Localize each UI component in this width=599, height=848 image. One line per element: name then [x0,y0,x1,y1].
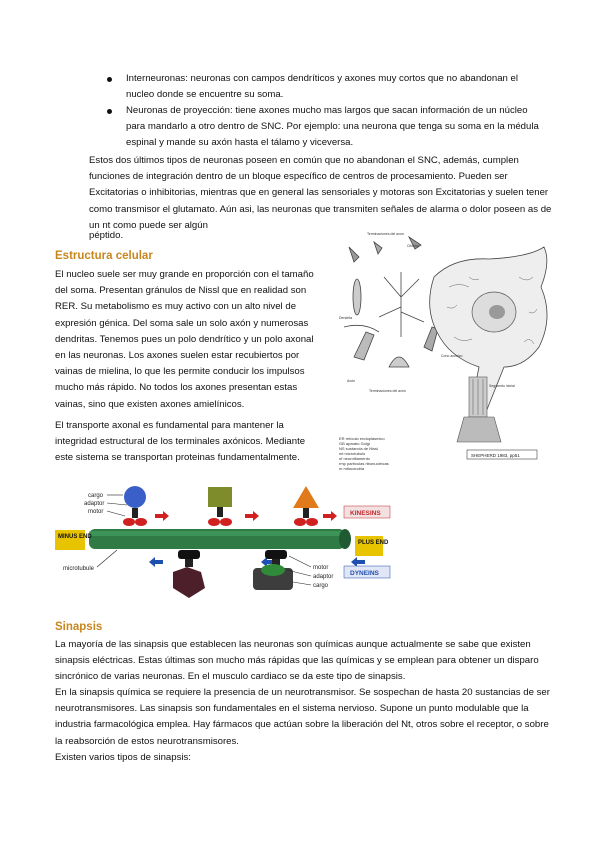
bullet-dot-icon [107,77,112,82]
legend-item: NS sustancia de Nissl [339,446,378,451]
minus-end-label: MINUS END [58,534,92,540]
neuron-label-bottom: Terminaciones del axón [369,389,406,393]
legend-item: m mitocondria [339,466,365,471]
label-cargo-right: cargo [313,583,329,589]
neuron-figure [329,217,560,473]
paragraph-common-tail: péptido. [89,230,124,241]
microtubule-label: microtubule [63,566,95,572]
cargo-circle [124,486,146,508]
paragraph-sinapsis-1: La mayoría de las sinapsis que establecen las neuronas son químicas aunque actualmente se sabe que existen sinapsis eléctricas. Estas últimas son mucho más rápidas que las químicas y se emplean para obtener un disparo sincrónico de varias neuronas. En el musculo cardiaco se da este tipo de sinapsis. [55,639,539,683]
neuron-label-seg: Segmento inicial [489,384,515,388]
bullet-text: Interneuronas: neuronas con campos dendríticos y axones muy cortos que no abandonan el nucleo donde se encuentre su soma. [126,73,518,101]
label-adaptor-left: adaptor [84,501,105,507]
paragraph-estructura-1: El nucleo suele ser muy grande en proporción con el tamaño del soma. Presentan gránulos de Nissl que en realidad son RER. Su metabolismo es muy activo con un alto nivel de expresión génica. Del soma sale un solo axón y numerosas dendritas. Tenemos pues un polo dendrítico y un polo axonal en las neuronas. Los axones suelen estar recubiertos por vainas de mielina, lo que les permite conducir los impulsos mucho más rápido. No todos los axones presentan estas vainas, sino que existen axones amielínicos. [55,269,314,410]
label-motor-right: motor [313,565,329,571]
paragraph-sinapsis-3: Existen varios tipos de sinapsis: [55,752,191,763]
cargo-square [208,487,232,507]
paragraph-sinapsis-2: En la sinapsis química se requiere la presencia de un neurotransmisor. Se sospechan de hasta 20 sustancias de ser neurotransmisores. Las sinapsis son fundamentales en el sistema nervioso. Supone un punto modulable que la industria farmacológica emplea. Hay fármacos que actúan sobre la liberación del Nt, otros sobre el receptor, o sobre la reabsorción de estos neurotransmisores. [55,687,550,747]
axonal-transport-figure [55,484,400,610]
label-adaptor-right: adaptor [313,574,334,580]
legend-item: GB aparato Golgi [339,441,370,446]
heading-estructura-celular: Estructura celular [55,250,153,262]
legend-item: mt microtubulo [339,451,366,456]
bullet-proyeccion [126,103,546,152]
paragraph-common: Estos dos últimos tipos de neuronas poseen en común que no abandonan el SNC, además, cumplen funciones de integración dentro de un bloque específico de centros de procesamiento. Pueden ser Excitatorias o inhibitorias, mientras que en general las sensoriales y motoras son Excitatorias y suelen tener como transmisor el glutamato. Aún asi, las neuronas que transmiten señales de alarma o dolor poseen as de un nt como puede ser algún [89,155,552,231]
neuron-credit: SHEPHERD 1983, pp51 [471,453,520,458]
kinesins-label: KINESINS [350,510,381,517]
adaptor-green [261,564,285,576]
label-motor-left: motor [88,509,104,515]
neuron-label-top-3: Dendrita [339,316,353,320]
paragraph-estructura-2: El transporte axonal es fundamental para mantener la integridad estructural de los terminales axónicos. Mediante este sistema se transportan proteinas fundamentalmente. [55,420,306,464]
neuron-label-axon: Axón [347,379,355,383]
bullet-dot-icon [107,109,112,114]
neuron-label-top-2: Cilindro [407,244,419,248]
label-cargo-left: cargo [88,493,104,499]
plus-end-box [355,536,383,556]
legend-item: nf neurofilamento [339,456,370,461]
kinesin-motor [123,518,135,526]
minus-end-box [55,530,85,550]
dynein-motor [178,550,200,559]
legend-item: ER retículo endoplásmico [339,436,385,441]
neuron-label-top-1: Terminaciones del axon [367,232,404,236]
bullet-interneuronas [126,71,546,103]
neuron-label-cono: Cono axónico [441,354,463,358]
dyneins-label: DYNEINS [350,570,379,577]
plus-end-label: PLUS END [358,540,389,546]
bullet-text: Neuronas de proyección: tiene axones mucho mas largos que sacan información de un núcleo para mandarlo a otro dentro de SNC. Por ejemplo: una neurona que tenga su soma en la médula espinal y mande su axón hasta el tálamo y viceversa. [126,105,539,149]
heading-sinapsis: Sinapsis [55,621,103,633]
legend-item: rmp partículas ribonucleicas [339,461,389,466]
